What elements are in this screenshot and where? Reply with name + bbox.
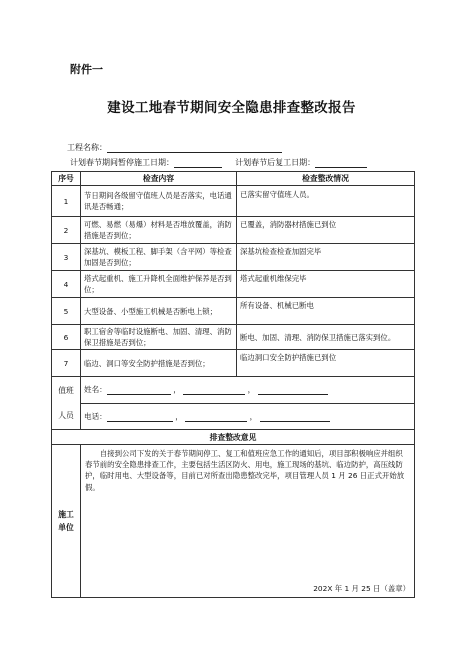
row-number: 6	[52, 325, 81, 350]
header-status: 检查整改情况	[237, 172, 415, 186]
check-content: 塔式起重机、施工升降机全面维护保养是否到位；	[81, 271, 237, 298]
table-row	[52, 271, 415, 298]
duty-phone-row	[52, 403, 415, 430]
resume-date-label: 计划春节后复工日期：	[235, 158, 316, 167]
check-status: 临边洞口安全防护措施已到位	[237, 350, 415, 377]
header-content: 检查内容	[81, 172, 237, 186]
check-content: 节日期间各级留守值班人员是否落实，电话通讯是否畅通；	[81, 186, 237, 217]
stop-date-field[interactable]	[174, 158, 222, 168]
opinion-cell	[81, 445, 415, 598]
duty-label-line1: 值班	[58, 386, 74, 395]
name-field-3[interactable]	[258, 385, 328, 395]
table-row	[52, 244, 415, 271]
page-title: 建设工地春节期间安全隐患排查整改报告	[107, 100, 356, 116]
table-row	[52, 325, 415, 350]
schedule-line	[70, 157, 367, 168]
table-row	[52, 298, 415, 325]
project-name-line	[67, 142, 282, 153]
row-number: 3	[52, 244, 81, 271]
check-status: 已覆盖，消防器材措施已到位	[237, 217, 415, 244]
table-row	[52, 217, 415, 244]
row-number: 1	[52, 186, 81, 217]
duty-staff-label	[52, 377, 81, 430]
check-content: 职工宿舍等临时设施断电、加固、清理、消防保卫措施是否到位；	[81, 325, 237, 350]
opinion-text: 自接到公司下发的关于春节期间停工、复工和值班应急工作的通知后，项目部积极响应并组织春节前的安全隐患排查工作，主要包括生活区防火、用电，施工现场的基坑、临边防护，高压线防护，临时用电、大型设备等，目前已对所查出隐患整改完毕，项目管理人员 1 月 26 日正式开始放假。	[85, 449, 405, 492]
check-status: 深基坑检查检查加固完毕	[237, 244, 415, 271]
table-row	[52, 350, 415, 377]
row-number: 7	[52, 350, 81, 377]
sign-date: 202X 年 1 月 25 日（盖章）	[313, 583, 410, 593]
annex-label: 附件一	[70, 63, 103, 76]
check-content: 大型设备、小型施工机械是否断电上锁；	[81, 298, 237, 325]
project-name-label: 工程名称：	[67, 143, 107, 152]
phone-field-1[interactable]	[107, 412, 173, 422]
name-label: 姓名：	[84, 385, 107, 395]
opinion-title: 排查整改意见	[52, 430, 415, 445]
name-field-2[interactable]	[183, 385, 245, 395]
phone-field-3[interactable]	[260, 412, 330, 422]
header-no: 序号	[52, 172, 81, 186]
row-number: 4	[52, 271, 81, 298]
check-content: 临边、洞口等安全防护措施是否到位；	[81, 350, 237, 377]
check-content: 深基坑、模板工程、脚手架（含平网）等检查加固是否到位；	[81, 244, 237, 271]
opinion-title-row	[52, 430, 415, 445]
unit-label-line2: 单位	[58, 523, 74, 532]
inspection-table	[51, 171, 415, 598]
phone-label: 电话：	[84, 411, 107, 421]
duty-label-line2: 人员	[58, 411, 74, 420]
row-number: 2	[52, 217, 81, 244]
check-status: 已落实留守值班人员。	[237, 186, 415, 217]
construction-unit-label	[52, 445, 81, 598]
row-number: 5	[52, 298, 81, 325]
phone-field-2[interactable]	[185, 412, 247, 422]
name-field-1[interactable]	[107, 385, 171, 395]
unit-label-line1: 施工	[58, 510, 74, 519]
resume-date-field[interactable]	[315, 158, 367, 168]
project-name-field[interactable]	[107, 143, 282, 153]
duty-name-row	[52, 377, 415, 404]
stop-date-label: 计划春节期间暂停施工日期：	[70, 158, 174, 167]
opinion-row	[52, 445, 415, 598]
check-content: 可燃、易燃（易爆）材料是否堆放覆盖，消防措施是否到位；	[81, 217, 237, 244]
check-status: 断电、加固、清理、消防保卫措施已落实到位。	[237, 325, 415, 350]
table-row	[52, 186, 415, 217]
check-status: 塔式起重机维保完毕	[237, 271, 415, 298]
duty-name-cell: 姓名： ， ，	[81, 377, 415, 404]
duty-phone-cell: 电话： ， ，	[81, 403, 415, 430]
check-status: 所有设备、机械已断电	[237, 298, 415, 325]
